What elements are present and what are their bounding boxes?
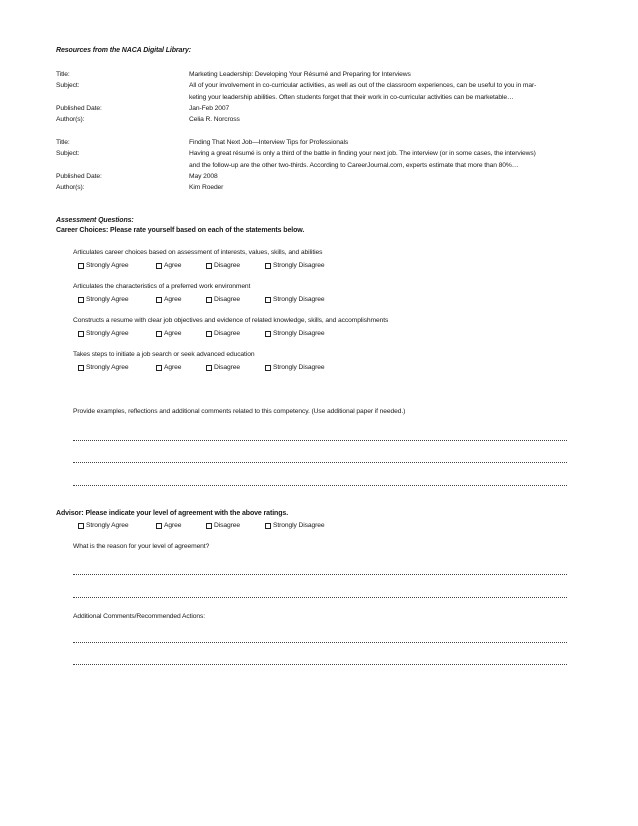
actions-line[interactable] bbox=[73, 642, 567, 643]
option-disagree[interactable]: Disagree bbox=[206, 364, 240, 371]
option-strongly-disagree[interactable]: Strongly Disagree bbox=[265, 262, 324, 269]
assessment-heading: Assessment Questions: bbox=[56, 217, 134, 224]
resource-1-author: Celia R. Norcross bbox=[189, 116, 240, 123]
statement-4: Takes steps to initiate a job search or seek advanced education bbox=[73, 351, 255, 358]
checkbox[interactable] bbox=[206, 297, 212, 303]
option-strongly-agree[interactable]: Strongly Agree bbox=[78, 364, 128, 371]
comment-line[interactable] bbox=[73, 462, 567, 463]
published-date-label: Published Date: bbox=[56, 105, 102, 112]
author-label: Author(s): bbox=[56, 184, 85, 191]
checkbox[interactable] bbox=[156, 365, 162, 371]
resource-2-subject-line-1: Having a great résumé is only a third of the battle in finding your next job. The interview (or in some cases, the interviews) bbox=[189, 150, 536, 157]
option-strongly-disagree[interactable]: Strongly Disagree bbox=[265, 296, 324, 303]
actions-line[interactable] bbox=[73, 664, 567, 665]
checkbox[interactable] bbox=[156, 263, 162, 269]
reason-line[interactable] bbox=[73, 574, 567, 575]
resources-heading: Resources from the NACA Digital Library: bbox=[56, 47, 191, 54]
option-disagree[interactable]: Disagree bbox=[206, 522, 240, 529]
checkbox[interactable] bbox=[156, 331, 162, 337]
checkbox[interactable] bbox=[206, 263, 212, 269]
checkbox[interactable] bbox=[265, 365, 271, 371]
option-agree[interactable]: Agree bbox=[156, 364, 181, 371]
subject-label: Subject: bbox=[56, 150, 80, 157]
advisor-instruction: Advisor: Please indicate your level of agreement with the above ratings. bbox=[56, 510, 289, 517]
statement-3: Constructs a resume with clear job objectives and evidence of related knowledge, skills, and accomplishments bbox=[73, 317, 389, 324]
checkbox[interactable] bbox=[78, 365, 84, 371]
rating-options-4 bbox=[78, 364, 478, 374]
checkbox[interactable] bbox=[156, 523, 162, 529]
checkbox[interactable] bbox=[156, 297, 162, 303]
reason-prompt: What is the reason for your level of agreement? bbox=[73, 543, 210, 550]
option-disagree[interactable]: Disagree bbox=[206, 296, 240, 303]
rating-options-2 bbox=[78, 296, 478, 306]
option-agree[interactable]: Agree bbox=[156, 262, 181, 269]
career-choices-instruction: Career Choices: Please rate yourself based on each of the statements below. bbox=[56, 227, 305, 234]
resource-2-title: Finding That Next Job—Interview Tips for Professionals bbox=[189, 139, 349, 146]
checkbox[interactable] bbox=[78, 263, 84, 269]
option-strongly-agree[interactable]: Strongly Agree bbox=[78, 522, 128, 529]
published-date-label: Published Date: bbox=[56, 173, 102, 180]
checkbox[interactable] bbox=[206, 365, 212, 371]
checkbox[interactable] bbox=[265, 263, 271, 269]
resource-1-date: Jan-Feb 2007 bbox=[189, 105, 230, 112]
comments-prompt: Provide examples, reflections and additional comments related to this competency. (Use additional paper if needed.) bbox=[73, 408, 406, 415]
checkbox[interactable] bbox=[206, 331, 212, 337]
option-strongly-agree[interactable]: Strongly Agree bbox=[78, 330, 128, 337]
option-strongly-agree[interactable]: Strongly Agree bbox=[78, 296, 128, 303]
rating-options-1 bbox=[78, 262, 478, 272]
comment-line[interactable] bbox=[73, 485, 567, 486]
resource-1-subject-line-2: keting your leadership abilities. Often students forget that their work in co-curricular activities can be marketable… bbox=[189, 94, 514, 101]
option-strongly-agree[interactable]: Strongly Agree bbox=[78, 262, 128, 269]
option-agree[interactable]: Agree bbox=[156, 330, 181, 337]
option-disagree[interactable]: Disagree bbox=[206, 330, 240, 337]
option-disagree[interactable]: Disagree bbox=[206, 262, 240, 269]
reason-line[interactable] bbox=[73, 597, 567, 598]
statement-2: Articulates the characteristics of a preferred work environment bbox=[73, 283, 251, 290]
author-label: Author(s): bbox=[56, 116, 85, 123]
option-strongly-disagree[interactable]: Strongly Disagree bbox=[265, 522, 324, 529]
resource-1-title: Marketing Leadership: Developing Your Résumé and Preparing for Interviews bbox=[189, 71, 411, 78]
statement-1: Articulates career choices based on assessment of interests, values, skills, and abilities bbox=[73, 249, 323, 256]
option-agree[interactable]: Agree bbox=[156, 522, 181, 529]
advisor-rating-options bbox=[78, 522, 478, 532]
resource-1-subject-line-1: All of your involvement in co-curricular activities, as well as out of the classroom experiences, can be useful to you in mar- bbox=[189, 82, 537, 89]
option-strongly-disagree[interactable]: Strongly Disagree bbox=[265, 330, 324, 337]
rating-options-3 bbox=[78, 330, 478, 340]
checkbox[interactable] bbox=[78, 297, 84, 303]
checkbox[interactable] bbox=[78, 523, 84, 529]
checkbox[interactable] bbox=[265, 523, 271, 529]
option-agree[interactable]: Agree bbox=[156, 296, 181, 303]
resource-2-subject-line-2: and the follow-up are the other two-thirds. According to CareerJournal.com, experts estimate that more than 80%… bbox=[189, 162, 519, 169]
actions-prompt: Additional Comments/Recommended Actions: bbox=[73, 613, 206, 620]
resource-2-date: May 2008 bbox=[189, 173, 218, 180]
checkbox[interactable] bbox=[265, 331, 271, 337]
checkbox[interactable] bbox=[265, 297, 271, 303]
subject-label: Subject: bbox=[56, 82, 80, 89]
option-strongly-disagree[interactable]: Strongly Disagree bbox=[265, 364, 324, 371]
checkbox[interactable] bbox=[78, 331, 84, 337]
comment-line[interactable] bbox=[73, 440, 567, 441]
resource-2-author: Kim Roeder bbox=[189, 184, 224, 191]
title-label: Title: bbox=[56, 139, 70, 146]
checkbox[interactable] bbox=[206, 523, 212, 529]
title-label: Title: bbox=[56, 71, 70, 78]
